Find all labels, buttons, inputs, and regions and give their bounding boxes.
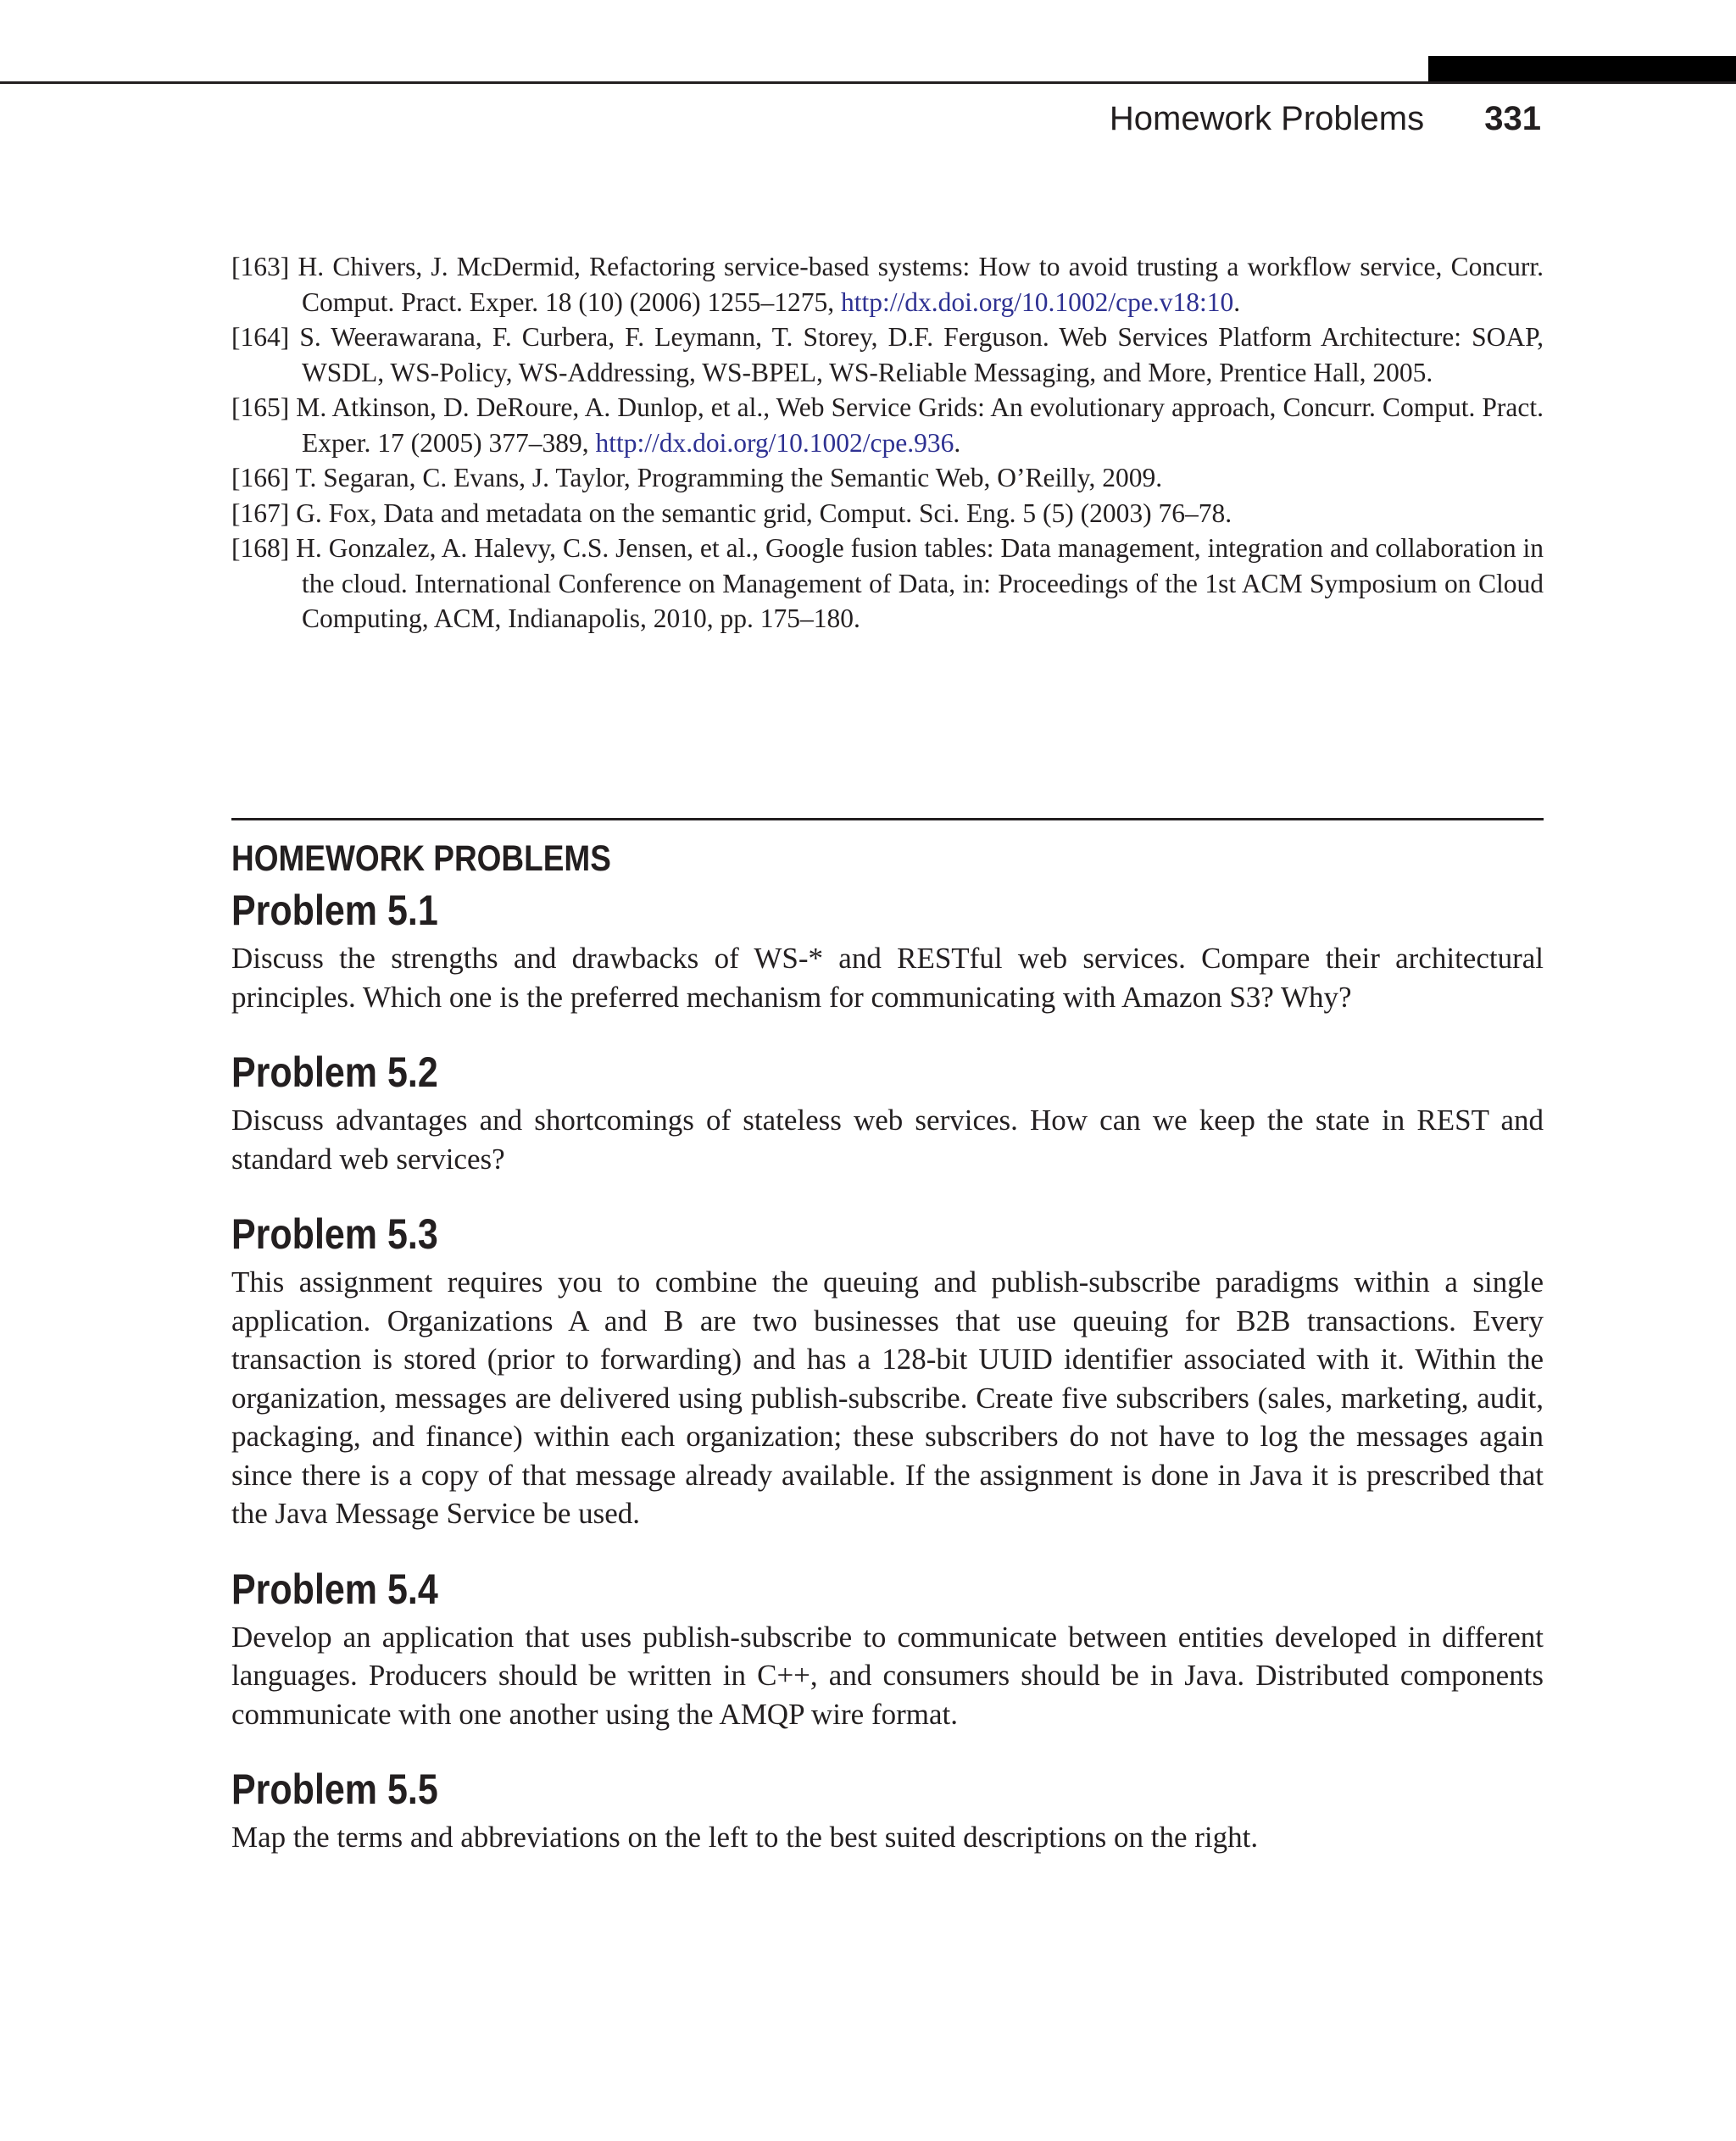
problem-heading: Problem 5.5 <box>231 1766 438 1813</box>
problem-text: Discuss advantages and shortcomings of stateless web services. How can we keep the state in REST and standard web services? <box>231 1104 1544 1176</box>
problem-text: Discuss the strengths and drawbacks of WS-* and RESTful web services. Compare their architectural principles. Which one is the preferred mechanism for communicating with Amazon S3? Why? <box>231 942 1544 1014</box>
doi-link[interactable]: http://dx.doi.org/10.1002/cpe.936 <box>595 427 954 458</box>
reference-item <box>231 249 1544 320</box>
page-number: 331 <box>1484 100 1541 137</box>
section-rule <box>231 818 1544 820</box>
problem-text: Develop an application that uses publish-subscribe to communicate between entities developed in different languages. Producers should be written in C++, and consumers should be in Java. Distributed components communicate with one another using the AMQP wire format. <box>231 1620 1544 1731</box>
problem-item <box>231 1207 1544 1533</box>
reference-text: [167] G. Fox, Data and metadata on the semantic grid, Comput. Sci. Eng. 5 (5) (2003) 76–78. <box>231 498 1232 528</box>
problem-item <box>231 1562 1544 1734</box>
running-title: Homework Problems <box>1109 100 1425 137</box>
problem-heading: Problem 5.3 <box>231 1210 438 1258</box>
header-rule <box>0 81 1736 84</box>
reference-item <box>231 496 1544 531</box>
problem-item <box>231 883 1544 1016</box>
reference-text: [165] M. Atkinson, D. DeRoure, A. Dunlop, et al., Web Service Grids: An evolutionary approach, Concurr. Comput. Pract. Exper. 17 (2005) 377–389, <box>231 392 1544 458</box>
problem-text: Map the terms and abbreviations on the left to the best suited descriptions on the right. <box>231 1821 1259 1854</box>
reference-item <box>231 320 1544 390</box>
section-title: HOMEWORK PROBLEMS <box>231 838 611 879</box>
reference-text: [166] T. Segaran, C. Evans, J. Taylor, Programming the Semantic Web, O’Reilly, 2009. <box>231 463 1163 492</box>
reference-item <box>231 531 1544 637</box>
reference-item <box>231 460 1544 496</box>
doi-link[interactable]: http://dx.doi.org/10.1002/cpe.v18:10 <box>841 286 1234 317</box>
reference-list <box>231 249 1544 637</box>
reference-text: [164] S. Weerawarana, F. Curbera, F. Leymann, T. Storey, D.F. Ferguson. Web Services Platform Architecture: SOAP, WSDL, WS-Policy, WS-Addressing, WS-BPEL, WS-Reliable Messaging, and More, Prentice Hall, 2005. <box>231 322 1544 387</box>
reference-end: . <box>1233 286 1241 317</box>
problem-heading: Problem 5.4 <box>231 1565 438 1613</box>
problem-item <box>231 1762 1544 1857</box>
reference-text: [163] H. Chivers, J. McDermid, Refactoring service-based systems: How to avoid trusting a workflow service, Concurr. Comput. Pract. Exper. 18 (10) (2006) 1255–1275, <box>231 252 1544 317</box>
problem-heading: Problem 5.1 <box>231 887 438 934</box>
running-head <box>1110 93 1541 144</box>
reference-item <box>231 390 1544 460</box>
problem-heading: Problem 5.2 <box>231 1048 438 1096</box>
reference-end: . <box>954 427 961 458</box>
header-black-tab <box>1428 56 1736 83</box>
problem-text: This assignment requires you to combine the queuing and publish-subscribe paradigms within a single application. Organizations A and B are two businesses that use queuing for B2B transactions. Every transaction is stored (prior to forwarding) and has a 128-bit UUID identifier associated with it. Within the organization, messages are delivered using publish-subscribe. Create five subscribers (sales, marketing, audit, packaging, and finance) within each organization; these subscribers do not have to log the messages again since there is a copy of that message already available. If the assignment is done in Java it is prescribed that the Java Message Service be used. <box>231 1265 1544 1530</box>
reference-text: [168] H. Gonzalez, A. Halevy, C.S. Jensen, et al., Google fusion tables: Data management, integration and collaboration in the cloud. International Conference on Management of Data, in: Proceedings of the 1st ACM Symposium on Cloud Computing, ACM, Indianapolis, 2010, pp. 175–180. <box>231 533 1544 633</box>
problem-list <box>231 883 1544 1886</box>
problem-item <box>231 1045 1544 1178</box>
